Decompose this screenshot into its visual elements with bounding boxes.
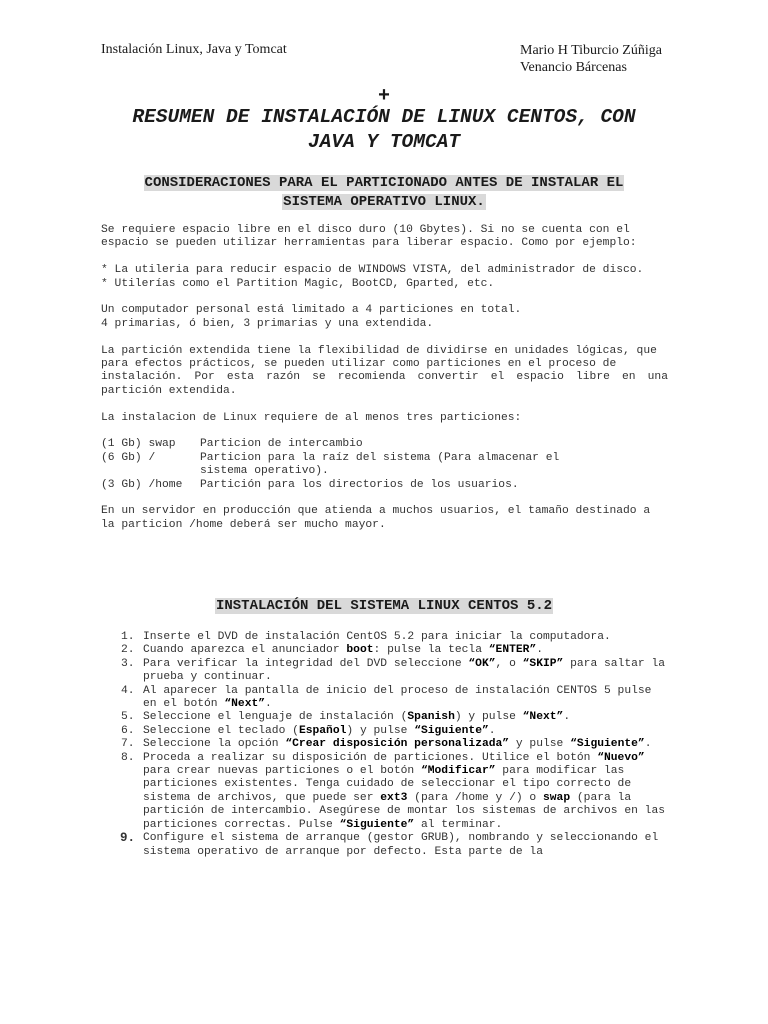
- plus-mark: +: [377, 85, 390, 108]
- step-number: 4.: [121, 684, 135, 697]
- list-item: 9. Configure el sistema de arranque (gestor GRUB), nombrando y seleccionando el sistema operativo de arranque por defecto. Esta parte de la: [120, 831, 659, 858]
- paragraph-extended-2: instalación. Por esta razón se recomienda convertir el espacio libre en una partición extendida.: [101, 371, 668, 397]
- paragraph-server-home: En un servidor en producción que atienda a muchos usuarios, el tamaño destinado a la particion /home deberá ser mucho mayor.: [101, 505, 651, 531]
- header-left: Instalación Linux, Java y Tomcat: [101, 42, 287, 57]
- step-number: 9.: [120, 831, 136, 846]
- paragraph-disk-space: Se requiere espacio libre en el disco duro (10 Gbytes). Si no se cuenta con el espacio se pueden utilizar herramientas para liberar espacio. Como por ejemplo:: [101, 224, 637, 250]
- partition-key: (1 Gb) swap: [101, 438, 176, 451]
- bullet-windows-vista: * La utileria para reducir espacio de WINDOWS VISTA, del administrador de disco.: [101, 264, 644, 277]
- step-number: 7.: [121, 738, 135, 751]
- step-number: 6.: [121, 724, 135, 737]
- paragraph-partition-limit-2: 4 primarias, ó bien, 3 primarias y una extendida.: [101, 317, 434, 330]
- partition-row: [101, 438, 668, 451]
- paragraph-extended-1: La partición extendida tiene la flexibilidad de dividirse en unidades lógicas, que para efectos prácticos, se pueden utilizar como particiones en el proceso de: [101, 344, 657, 371]
- installation-steps: [101, 631, 669, 859]
- partition-row: [101, 479, 668, 492]
- list-item: 3. Para verificar la integridad del DVD seleccione “OK”, o “SKIP” para saltar la prueba y continuar.: [121, 657, 666, 684]
- partition-desc: Particion de intercambio: [200, 438, 363, 451]
- partition-desc: Particion para la raíz del sistema (Para almacenar el sistema operativo).: [200, 451, 560, 478]
- step-number: 8.: [121, 751, 135, 764]
- section2-heading: [0, 598, 768, 614]
- header-right: [520, 42, 662, 76]
- list-item: 5. Seleccione el lenguaje de instalación (Spanish) y pulse “Next”.: [121, 711, 571, 724]
- page-title: [100, 105, 668, 155]
- section1-heading-line-2: SISTEMA OPERATIVO LINUX.: [283, 194, 485, 210]
- step-number: 2.: [121, 644, 135, 657]
- paragraph-partition-limit-1: Un computador personal está limitado a 4 particiones en total.: [101, 304, 522, 317]
- step-number: 3.: [121, 657, 135, 670]
- step-number: 1.: [121, 631, 135, 643]
- list-item: 2. Cuando aparezca el anunciador boot: pulse la tecla “ENTER”.: [121, 644, 544, 657]
- section2-heading-text: INSTALACIÓN DEL SISTEMA LINUX CENTOS 5.2: [215, 598, 553, 614]
- bullet-utilities: * Utilerías como el Partition Magic, BootCD, Gparted, etc.: [101, 277, 495, 290]
- header-author-1: Mario H Tiburcio Zúñiga: [520, 43, 662, 58]
- partition-table: [101, 438, 668, 492]
- step-number: 5.: [121, 711, 135, 724]
- section1-heading-line-1: CONSIDERACIONES PARA EL PARTICIONADO ANTES DE INSTALAR EL: [144, 175, 624, 191]
- list-item: 7. Seleccione la opción “Crear disposición personalizada” y pulse “Siguiente”.: [121, 738, 652, 751]
- paragraph-three-partitions: La instalacion de Linux requiere de al menos tres particiones:: [101, 411, 522, 424]
- title-line-2: JAVA Y TOMCAT: [307, 131, 461, 153]
- header-author-2: Venancio Bárcenas: [520, 60, 627, 75]
- section1-body: [101, 224, 668, 532]
- partition-row: [101, 452, 668, 479]
- list-item: 8. Proceda a realizar su disposición de particiones. Utilice el botón “Nuevo” para crear nuevas particiones o el botón “Modificar” para modificar las particiones existentes. Tenga cuidado de seleccionar el tipo correcto de sistema de archivos, que puede ser ext3 (para /home y /) o swap (para la partición de intercambio. Asegúrese de montar los sistemas de archivos en las particiones correctas. Pulse “Siguiente” al terminar.: [121, 751, 666, 831]
- list-item: 6. Seleccione el teclado (Español) y pulse “Siguiente”.: [121, 724, 496, 737]
- list-item: 4. Al aparecer la pantalla de inicio del proceso de instalación CENTOS 5 pulse en el botón “Next”.: [121, 684, 652, 711]
- title-line-1: RESUMEN DE INSTALACIÓN DE LINUX CENTOS, CON: [132, 106, 636, 128]
- section1-heading: [98, 174, 670, 212]
- partition-key: (6 Gb) /: [101, 451, 156, 464]
- partition-key: (3 Gb) /home: [101, 478, 183, 491]
- list-item: 1. Inserte el DVD de instalación CentOS 5.2 para iniciar la computadora.: [121, 631, 611, 643]
- partition-desc: Partición para los directorios de los usuarios.: [200, 478, 519, 491]
